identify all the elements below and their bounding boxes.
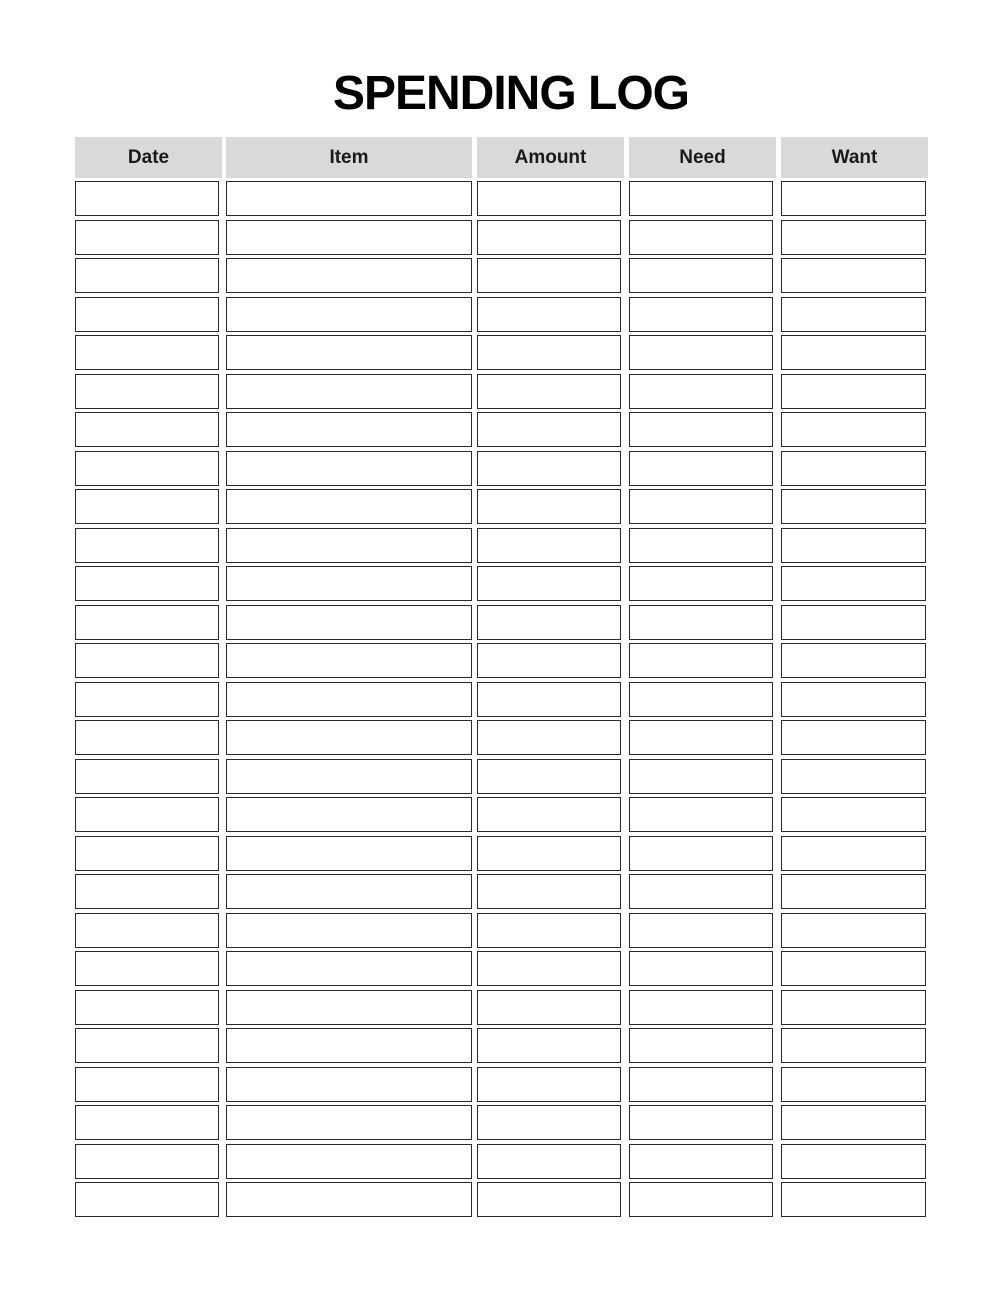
entry-cell-amount[interactable]: [477, 913, 621, 948]
entry-cell-need[interactable]: [629, 1105, 773, 1140]
entry-cell-amount[interactable]: [477, 1105, 621, 1140]
entry-cell-item[interactable]: [226, 720, 472, 755]
entry-cell-want[interactable]: [781, 797, 926, 832]
entry-cell-amount[interactable]: [477, 682, 621, 717]
entry-cell-need[interactable]: [629, 335, 773, 370]
entry-cell-date[interactable]: [75, 374, 219, 409]
entry-cell-date[interactable]: [75, 1028, 219, 1063]
entry-cell-date[interactable]: [75, 643, 219, 678]
entry-cell-need[interactable]: [629, 412, 773, 447]
entry-cell-item[interactable]: [226, 1067, 472, 1102]
entry-cell-date[interactable]: [75, 566, 219, 601]
entry-cell-need[interactable]: [629, 874, 773, 909]
entry-cell-date[interactable]: [75, 528, 219, 563]
entry-cell-want[interactable]: [781, 297, 926, 332]
entry-cell-amount[interactable]: [477, 951, 621, 986]
entry-cell-item[interactable]: [226, 682, 472, 717]
entry-cell-amount[interactable]: [477, 990, 621, 1025]
entry-cell-date[interactable]: [75, 489, 219, 524]
entry-cell-want[interactable]: [781, 1067, 926, 1102]
entry-cell-item[interactable]: [226, 181, 472, 216]
entry-cell-amount[interactable]: [477, 335, 621, 370]
entry-cell-date[interactable]: [75, 874, 219, 909]
entry-cell-want[interactable]: [781, 528, 926, 563]
entry-cell-date[interactable]: [75, 682, 219, 717]
entry-cell-item[interactable]: [226, 990, 472, 1025]
column-header-label: Item: [329, 146, 369, 168]
entry-cell-need[interactable]: [629, 797, 773, 832]
entry-cell-item[interactable]: [226, 605, 472, 640]
entry-cell-want[interactable]: [781, 489, 926, 524]
entry-cell-item[interactable]: [226, 1144, 472, 1179]
entry-cell-need[interactable]: [629, 682, 773, 717]
entry-cell-want[interactable]: [781, 451, 926, 486]
entry-cell-date[interactable]: [75, 451, 219, 486]
column-header-label: Need: [679, 146, 726, 168]
entry-cell-item[interactable]: [226, 797, 472, 832]
entry-cell-date[interactable]: [75, 951, 219, 986]
entry-cell-date[interactable]: [75, 181, 219, 216]
entry-cell-amount[interactable]: [477, 605, 621, 640]
entry-cell-date[interactable]: [75, 1105, 219, 1140]
entry-cell-amount[interactable]: [477, 528, 621, 563]
entry-cell-amount[interactable]: [477, 297, 621, 332]
column-header-label: Date: [127, 146, 170, 168]
entry-cell-want[interactable]: [781, 759, 926, 794]
entry-cell-amount[interactable]: [477, 451, 621, 486]
entry-cell-need[interactable]: [629, 1028, 773, 1063]
entry-cell-item[interactable]: [226, 874, 472, 909]
entry-cell-want[interactable]: [781, 1105, 926, 1140]
entry-cell-amount[interactable]: [477, 797, 621, 832]
entry-cell-item[interactable]: [226, 643, 472, 678]
entry-cell-item[interactable]: [226, 836, 472, 871]
entry-cell-date[interactable]: [75, 990, 219, 1025]
entry-cell-item[interactable]: [226, 258, 472, 293]
entry-cell-amount[interactable]: [477, 489, 621, 524]
entry-cell-want[interactable]: [781, 643, 926, 678]
entry-cell-want[interactable]: [781, 181, 926, 216]
entry-cell-need[interactable]: [629, 720, 773, 755]
entry-cell-item[interactable]: [226, 913, 472, 948]
entry-cell-date[interactable]: [75, 1067, 219, 1102]
entry-cell-date[interactable]: [75, 297, 219, 332]
entry-cell-item[interactable]: [226, 374, 472, 409]
entry-cell-amount[interactable]: [477, 1182, 621, 1217]
entry-cell-need[interactable]: [629, 489, 773, 524]
entry-cell-need[interactable]: [629, 643, 773, 678]
entry-cell-date[interactable]: [75, 1182, 219, 1217]
entry-cell-date[interactable]: [75, 605, 219, 640]
entry-cell-amount[interactable]: [477, 220, 621, 255]
entry-cell-want[interactable]: [781, 1028, 926, 1063]
entry-cell-amount[interactable]: [477, 1144, 621, 1179]
entry-cell-want[interactable]: [781, 913, 926, 948]
entry-cell-item[interactable]: [226, 489, 472, 524]
entry-cell-date[interactable]: [75, 1144, 219, 1179]
entry-cell-item[interactable]: [226, 951, 472, 986]
entry-cell-need[interactable]: [629, 913, 773, 948]
entry-cell-amount[interactable]: [477, 720, 621, 755]
entry-cell-want[interactable]: [781, 412, 926, 447]
entry-cell-amount[interactable]: [477, 643, 621, 678]
entry-cell-date[interactable]: [75, 759, 219, 794]
entry-cell-amount[interactable]: [477, 1028, 621, 1063]
entry-cell-need[interactable]: [629, 836, 773, 871]
entry-cell-item[interactable]: [226, 1182, 472, 1217]
entry-cell-need[interactable]: [629, 181, 773, 216]
entry-cell-need[interactable]: [629, 759, 773, 794]
entry-cell-want[interactable]: [781, 566, 926, 601]
entry-cell-need[interactable]: [629, 605, 773, 640]
entry-cell-need[interactable]: [629, 374, 773, 409]
entry-cell-want[interactable]: [781, 951, 926, 986]
entry-cell-date[interactable]: [75, 913, 219, 948]
entry-cell-need[interactable]: [629, 258, 773, 293]
entry-cell-want[interactable]: [781, 836, 926, 871]
entry-cell-need[interactable]: [629, 1144, 773, 1179]
column-header-label: Want: [831, 146, 878, 168]
entry-cell-amount[interactable]: [477, 258, 621, 293]
entry-cell-amount[interactable]: [477, 566, 621, 601]
entry-cell-want[interactable]: [781, 220, 926, 255]
entry-cell-amount[interactable]: [477, 181, 621, 216]
entry-cell-amount[interactable]: [477, 759, 621, 794]
entry-cell-need[interactable]: [629, 528, 773, 563]
entry-cell-want[interactable]: [781, 605, 926, 640]
entry-cell-item[interactable]: [226, 1028, 472, 1063]
entry-cell-date[interactable]: [75, 335, 219, 370]
entry-cell-date[interactable]: [75, 412, 219, 447]
entry-cell-amount[interactable]: [477, 874, 621, 909]
entry-cell-want[interactable]: [781, 990, 926, 1025]
entry-cell-amount[interactable]: [477, 374, 621, 409]
entry-cell-need[interactable]: [629, 1182, 773, 1217]
entry-cell-amount[interactable]: [477, 412, 621, 447]
entry-cell-need[interactable]: [629, 951, 773, 986]
entry-cell-item[interactable]: [226, 297, 472, 332]
entry-cell-item[interactable]: [226, 451, 472, 486]
entry-cell-want[interactable]: [781, 874, 926, 909]
entry-cell-want[interactable]: [781, 258, 926, 293]
entry-cell-need[interactable]: [629, 1067, 773, 1102]
entry-cell-item[interactable]: [226, 412, 472, 447]
entry-cell-item[interactable]: [226, 528, 472, 563]
entry-cell-want[interactable]: [781, 1144, 926, 1179]
entry-cell-amount[interactable]: [477, 836, 621, 871]
column-header-label: Amount: [514, 146, 587, 168]
entry-cell-need[interactable]: [629, 451, 773, 486]
entry-cell-date[interactable]: [75, 836, 219, 871]
entry-cell-date[interactable]: [75, 797, 219, 832]
entry-cell-want[interactable]: [781, 682, 926, 717]
entry-cell-date[interactable]: [75, 220, 219, 255]
entry-cell-item[interactable]: [226, 335, 472, 370]
entry-cell-need[interactable]: [629, 220, 773, 255]
entry-cell-item[interactable]: [226, 759, 472, 794]
entry-cell-need[interactable]: [629, 566, 773, 601]
entry-cell-item[interactable]: [226, 220, 472, 255]
entry-cell-item[interactable]: [226, 566, 472, 601]
entry-cell-item[interactable]: [226, 1105, 472, 1140]
entry-cell-want[interactable]: [781, 720, 926, 755]
entry-cell-want[interactable]: [781, 374, 926, 409]
page-title: SPENDING LOG: [332, 67, 690, 120]
entry-cell-date[interactable]: [75, 720, 219, 755]
entry-cell-date[interactable]: [75, 258, 219, 293]
entry-cell-need[interactable]: [629, 990, 773, 1025]
entry-cell-want[interactable]: [781, 335, 926, 370]
entry-cell-want[interactable]: [781, 1182, 926, 1217]
entry-cell-need[interactable]: [629, 297, 773, 332]
entry-cell-amount[interactable]: [477, 1067, 621, 1102]
